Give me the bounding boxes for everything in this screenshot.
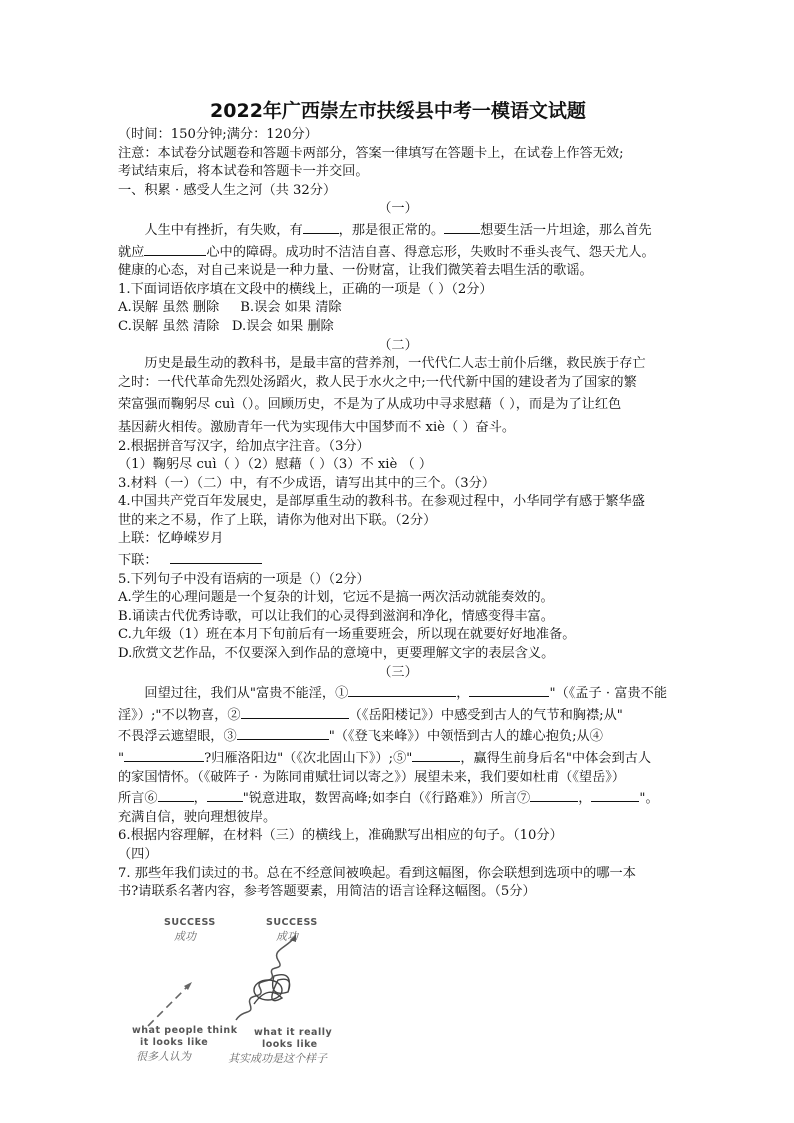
question-3: 3.材料（一）（二）中，有不少成语，请写出其中的三个。（3分） bbox=[118, 475, 496, 491]
question-5: 5.下列句子中没有语病的一项是（）（2分） bbox=[118, 571, 370, 587]
really-label-2: looks like bbox=[262, 1038, 318, 1050]
think-label-1: what people think bbox=[132, 1024, 238, 1036]
tangled-knot-loop bbox=[254, 980, 282, 1000]
blank-1 bbox=[303, 219, 339, 234]
blank-2 bbox=[444, 219, 480, 234]
part-2-label: （二） bbox=[378, 337, 418, 353]
part-1-label: （一） bbox=[378, 201, 418, 217]
question-5-option-d: D.欣赏文艺作品，不仅要深入到作品的意境中，更要理解文字的表层含义。 bbox=[118, 646, 555, 662]
straight-arrow-line bbox=[148, 986, 188, 1026]
blank-poem-5 bbox=[412, 747, 460, 762]
question-2-sub: （1）鞠躬尽 cuì（ ）（2）慰藉（ ）（3）不 xiè （ ） bbox=[118, 457, 433, 473]
blank-poem-4 bbox=[124, 747, 204, 762]
success-right-label: SUCCESS bbox=[266, 916, 318, 928]
question-2: 2.根据拼音写汉字，给加点字注音。（3分） bbox=[118, 438, 370, 454]
part-1-paragraph-line-2: 就应 心中的障碍。成功时不洁洁自喜、得意忘形，失败时不垂头丧气、怨天尤人。 bbox=[118, 241, 678, 263]
success-left-label: SUCCESS bbox=[164, 916, 216, 928]
blank-poem-3 bbox=[237, 725, 329, 740]
blank-poem-1b bbox=[469, 682, 549, 697]
question-1-options-row-2: C.误解 虽然 清除 D.误会 如果 删除 bbox=[118, 318, 334, 334]
success-right-cn: 成功 bbox=[276, 929, 298, 943]
lower-couplet: 下联： bbox=[118, 549, 678, 571]
blank-poem-7a bbox=[530, 787, 578, 802]
blank-poem-1a bbox=[348, 682, 456, 697]
exam-title: 2022年广西崇左市扶绥县中考一模语文试题 bbox=[210, 100, 586, 122]
question-5-option-a: A.学生的心理问题是一个复杂的计划，它远不是搞一两次活动就能奏效的。 bbox=[118, 590, 554, 606]
really-label-1: what it really bbox=[254, 1026, 333, 1038]
question-1: 1.下面词语依序填在文段中的横线上，正确的一项是（ ）（2分） bbox=[118, 281, 493, 297]
part-1-paragraph-line-1: 人生中有挫折，有失败，有 ，那是很正常的。 想要生活一片坦途，那么首先 bbox=[118, 219, 678, 241]
think-label-2: it looks like bbox=[140, 1036, 209, 1048]
really-label-cn: 其实成功是这个样子 bbox=[228, 1051, 327, 1065]
part-2-paragraph-line-2: 之时：一代代革命先烈处汤蹈火，救人民于水火之中;一代代新中国的建设者为了国家的繁 bbox=[118, 374, 637, 390]
part-2-paragraph-line-1: 历史是最生动的教科书，是最丰富的营养剂，一代代仁人志士前仆后继，救民族于存亡 bbox=[144, 356, 646, 372]
part-4-label: （四） bbox=[118, 846, 158, 862]
blank-poem-6a bbox=[158, 787, 194, 802]
exam-notice-1: 注意：本试卷分试题卷和答题卡两部分，答案一律填写在答题卡上，在试卷上作答无效; bbox=[118, 145, 624, 161]
question-1-options-row-1: A.误解 虽然 删除 B.误会 如果 清除 bbox=[118, 300, 342, 316]
part-3-label: （三） bbox=[378, 664, 418, 680]
exam-time: （时间：150分钟;满分：120分） bbox=[118, 127, 318, 142]
lower-couplet-blank bbox=[170, 549, 262, 564]
question-6: 6.根据内容理解，在材料（三）的横线上，准确默写出相应的句子。（10分） bbox=[118, 828, 563, 844]
exam-notice-2: 考试结束后，将本试卷和答题卡一并交回。 bbox=[118, 164, 369, 180]
part-3-line-7: 充满自信，驶向理想彼岸。 bbox=[118, 809, 277, 825]
blank-poem-6b bbox=[207, 787, 243, 802]
part-3-line-6: 所言⑥ ， "锐意进取，数罟高峰;如李白（《行路难》）所言⑦ ， "。 bbox=[118, 787, 678, 809]
question-7-line-2: 书?请联系名著内容，参考答题要素，用简洁的语言诠释这幅图。（5分） bbox=[118, 884, 536, 900]
part-1-paragraph-line-3: 健康的心态，对自己来说是一种力量、一份财富，让我们微笑着去唱生活的歌谣。 bbox=[118, 263, 593, 279]
part-3-line-1: 回望过往，我们从"富贵不能淫，① ， "（《孟子 · 富贵不能 bbox=[118, 682, 678, 704]
part-2-paragraph-line-3: 荣富强而鞠躬尽 cuì（）。回顾历史，不是为了从成功中寻求慰藉（ ），而是为了让红色 bbox=[118, 397, 622, 413]
part-2-paragraph-line-4: 基因薪火相传。激励青年一代为实现伟大中国梦而不 xiè（ ）奋斗。 bbox=[118, 419, 516, 435]
part-3-line-2: 淫》）;"不以物喜，② （《岳阳楼记》）中感受到古人的气节和胸襟;从" bbox=[118, 704, 678, 726]
part-3-line-3: 不畏浮云遮望眼，③ "（《登飞来峰》）中领悟到古人的雄心抱负;从④ bbox=[118, 725, 678, 747]
success-illustration bbox=[126, 908, 366, 1068]
success-left-cn: 成功 bbox=[174, 929, 196, 943]
blank-3 bbox=[144, 241, 206, 256]
blank-poem-2 bbox=[241, 704, 349, 719]
upper-couplet: 上联：忆峥嵘岁月 bbox=[118, 531, 224, 547]
exam-page bbox=[118, 98, 678, 1068]
question-5-option-c: C.九年级（1）班在本月下旬前后有一场重要班会，所以现在就要好好地准备。 bbox=[118, 627, 576, 643]
question-7-line-1: 7. 那些年我们读过的书。总在不经意间被唤起。看到这幅图，你会联想到选项中的哪一本 bbox=[118, 865, 636, 881]
part-3-line-5: 的家国情怀。（《破阵子 · 为陈同甫赋壮词以寄之》）展望未来，我们要如杜甫（《望岳》） bbox=[118, 769, 626, 785]
part-3-line-4: " ?归雁洛阳边"（《次北固山下》）;⑤" ，赢得生前身后名"中体会到古人 bbox=[118, 747, 678, 769]
blank-poem-7b bbox=[591, 787, 639, 802]
question-4-line-2: 世的来之不易，作了上联，请你为他对出下联。（2分） bbox=[118, 512, 437, 528]
question-5-option-b: B.诵读古代优秀诗歌，可以让我们的心灵得到滋润和净化，情感变得丰富。 bbox=[118, 608, 554, 624]
section-1-heading: 一、积累 · 感受人生之河（共 32分） bbox=[118, 182, 337, 198]
think-label-cn: 很多人认为 bbox=[136, 1049, 191, 1063]
question-4-line-1: 4.中国共产党百年发展史，是部厚重生动的教科书。在参观过程中，小华同学有感于繁华盛 bbox=[118, 494, 645, 510]
